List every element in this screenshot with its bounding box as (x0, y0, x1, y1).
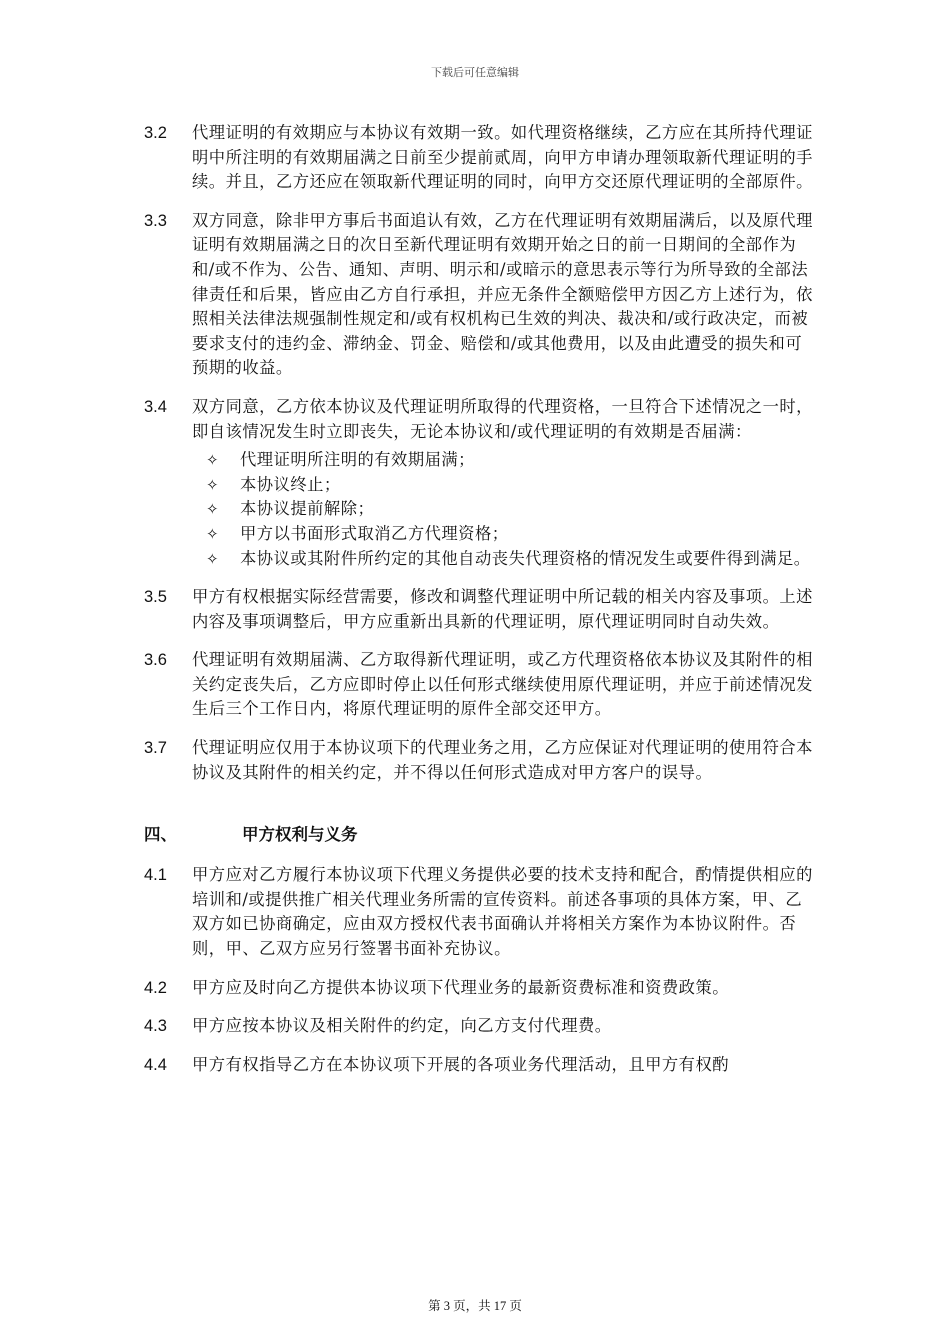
diamond-bullet-icon: ✧ (206, 475, 220, 494)
page-footer: 第 3 页，共 17 页 (428, 1299, 522, 1313)
clause-number: 3.7 (144, 739, 167, 758)
clause-text: 甲方有权指导乙方在本协议项下开展的各项业务代理活动，且甲方有权酌 (192, 1054, 730, 1074)
clause (142, 648, 814, 722)
clause-text: 双方同意，乙方依本协议及代理证明所取得的代理资格，一旦符合下述情况之一时，即自该情况发生时立即丧失，无论本协议和/或代理证明的有效期是否届满： (192, 396, 813, 441)
clause-number: 4.3 (144, 1017, 167, 1036)
clause-number: 3.4 (144, 397, 167, 416)
clause (142, 121, 814, 195)
diamond-bullet-icon: ✧ (206, 500, 220, 519)
diamond-bullet-icon: ✧ (206, 549, 220, 568)
bullet-list (192, 448, 814, 571)
clause-text: 代理证明的有效期应与本协议有效期一致。如代理资格继续，乙方应在其所持代理证明中所注明的有效期届满之日前至少提前贰周，向甲方申请办理领取新代理证明的手续。并且，乙方还应在领取新代理证明的同时，向甲方交还原代理证明的全部原件。 (192, 123, 813, 192)
clause (142, 1053, 814, 1078)
bullet-item (192, 473, 814, 498)
diamond-bullet-icon: ✧ (206, 451, 220, 470)
clause (142, 585, 814, 634)
section-title: 甲方权利与义务 (242, 825, 358, 845)
clause (142, 1014, 814, 1039)
clauses-section-4 (142, 863, 814, 1077)
section-number: 四、 (144, 825, 177, 845)
clause-number: 3.2 (144, 124, 167, 142)
diamond-bullet-icon: ✧ (206, 524, 220, 543)
bullet-text: 本协议提前解除； (240, 499, 375, 519)
bullet-item (192, 448, 814, 473)
page-content (142, 121, 814, 1091)
bullet-text: 本协议终止； (240, 474, 341, 494)
clause (142, 395, 814, 571)
bullet-item (192, 547, 814, 572)
clause-number: 4.4 (144, 1055, 167, 1074)
bullet-item (192, 497, 814, 522)
clause-number: 3.5 (144, 588, 167, 607)
clause (142, 976, 814, 1001)
clause-number: 3.3 (144, 211, 167, 230)
bullet-item (192, 522, 814, 547)
clause-number: 3.6 (144, 651, 167, 670)
clause (142, 209, 814, 381)
clause-text: 代理证明应仅用于本协议项下的代理业务之用，乙方应保证对代理证明的使用符合本协议及其附件的相关约定，并不得以任何形式造成对甲方客户的误导。 (192, 738, 813, 782)
bullet-text: 本协议或其附件所约定的其他自动丧失代理资格的情况发生或要件得到满足。 (240, 548, 811, 568)
clause (142, 863, 814, 961)
clause-text: 双方同意，除非甲方事后书面追认有效，乙方在代理证明有效期届满后，以及原代理证明有效期届满之日的次日至新代理证明有效期开始之日的前一日期间的全部作为和/或不作为、公告、通知、声明、明示和/或暗示的意思表示等行为所导致的全部法律责任和后果，皆应由乙方自行承担，并应无条件全额赔偿甲方因乙方上述行为，依照相关法律法规强制性规定和/或有权机构已生效的判决、裁决和/或行政决定，而被要求支付的违约金、滞纳金、罚金、赔偿和/或其他费用，以及由此遭受的损失和可预期的收益。 (192, 210, 813, 378)
section-heading (142, 821, 814, 849)
clause-text: 甲方应及时向乙方提供本协议项下代理业务的最新资费标准和资费政策。 (192, 977, 730, 997)
clause (142, 736, 814, 785)
clause-text: 甲方有权根据实际经营需要，修改和调整代理证明中所记载的相关内容及事项。上述内容及事项调整后，甲方应重新出具新的代理证明，原代理证明同时自动失效。 (192, 587, 813, 631)
clause-text: 代理证明有效期届满、乙方取得新代理证明，或乙方代理资格依本协议及其附件的相关约定丧失后，乙方应即时停止以任何形式继续使用原代理证明，并应于前述情况发生后三个工作日内，将原代理证明的原件全部交还甲方。 (192, 650, 813, 719)
bullet-text: 代理证明所注明的有效期届满； (240, 450, 475, 470)
bullet-text: 甲方以书面形式取消乙方代理资格； (240, 523, 509, 543)
clause-text: 甲方应对乙方履行本协议项下代理义务提供必要的技术支持和配合，酌情提供相应的培训和/或提供推广相关代理业务所需的宣传资料。前述各事项的具体方案，甲、乙双方如已协商确定，应由双方授权代表书面确认并将相关方案作为本协议附件。否则，甲、乙双方应另行签署书面补充协议。 (192, 865, 813, 959)
clause-number: 4.1 (144, 866, 167, 885)
clauses-section-3 (142, 121, 814, 785)
clause-text: 甲方应按本协议及相关附件的约定，向乙方支付代理费。 (192, 1016, 612, 1036)
page-header: 下载后可任意编辑 (431, 66, 519, 79)
clause-number: 4.2 (144, 978, 167, 997)
